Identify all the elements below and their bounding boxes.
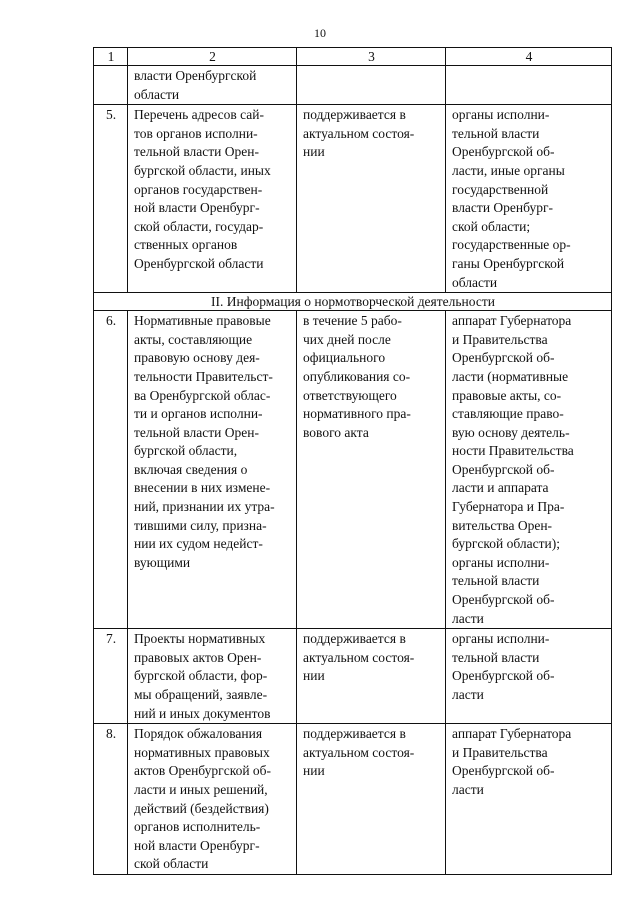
row-responsible-cell: органы исполни- тельной власти Оренбургской об- ласти, иные органы государственной власти Оренбург- ской области; государственные ор- ганы Оренбургской области [446, 105, 612, 293]
information-table [93, 47, 612, 875]
row-name-cell: Проекты нормативных правовых актов Орен- бургской области, фор- мы обращений, заявле- ний и иных документов [128, 629, 297, 724]
row-name-cell: Нормативные правовые акты, составляющие правовую основу дея- тельности Правительст- ва Оренбургской облас- ти и органов исполни- тельной власти Орен- бургской области, включая сведения о внесении в них измене- ний, признании их утра- тившими силу, призна- нии их судом недейст- вующими [128, 311, 297, 629]
row-responsible-cell: аппарат Губернатора и Правительства Оренбургской об- ласти (нормативные правовые акты, со- ставляющие право- вую основу деятель- ности Правительства Оренбургской об- ласти и аппарата Губернатора и Пра- вительства Орен- бургской области); органы исполни- тельной власти Оренбургской об- ласти [446, 311, 612, 629]
table-row [94, 311, 612, 629]
section-row [94, 293, 612, 311]
page-number: 10 [314, 26, 326, 40]
row-responsible-cell: органы исполни- тельной власти Оренбургской об- ласти [446, 629, 612, 724]
row-term-cell: в течение 5 рабо- чих дней после официального опубликования со- ответствующего нормативного пра- вового акта [297, 311, 446, 629]
continuation-term-cell [297, 66, 446, 105]
row-term-cell: поддерживается в актуальном состоя- нии [297, 629, 446, 724]
row-term-cell: поддерживается в актуальном состоя- нии [297, 724, 446, 875]
row-number-cell: 7. [94, 629, 128, 724]
row-term-cell: поддерживается в актуальном состоя- нии [297, 105, 446, 293]
column-number-4: 4 [446, 48, 612, 66]
column-number-3: 3 [297, 48, 446, 66]
table-row [94, 105, 612, 293]
row-number-cell: 6. [94, 311, 128, 629]
continuation-name-cell: власти Оренбургской области [128, 66, 297, 105]
continuation-num-cell [94, 66, 128, 105]
row-number-cell: 5. [94, 105, 128, 293]
table-row [94, 724, 612, 875]
row-name-cell: Перечень адресов сай- тов органов исполни- тельной власти Орен- бургской области, иных органов государствен- ной власти Оренбург- ской области, государ- ственных органов Оренбургской области [128, 105, 297, 293]
continuation-responsible-cell [446, 66, 612, 105]
continuation-row [94, 66, 612, 105]
section-title: II. Информация о нормотворческой деятельности [94, 293, 612, 311]
column-number-header-row [94, 48, 612, 66]
row-number-cell: 8. [94, 724, 128, 875]
row-responsible-cell: аппарат Губернатора и Правительства Оренбургской об- ласти [446, 724, 612, 875]
column-number-2: 2 [128, 48, 297, 66]
row-name-cell: Порядок обжалования нормативных правовых актов Оренбургской об- ласти и иных решений, действий (бездействия) органов исполнитель- ной власти Оренбург- ской области [128, 724, 297, 875]
table-row [94, 629, 612, 724]
column-number-1: 1 [94, 48, 128, 66]
